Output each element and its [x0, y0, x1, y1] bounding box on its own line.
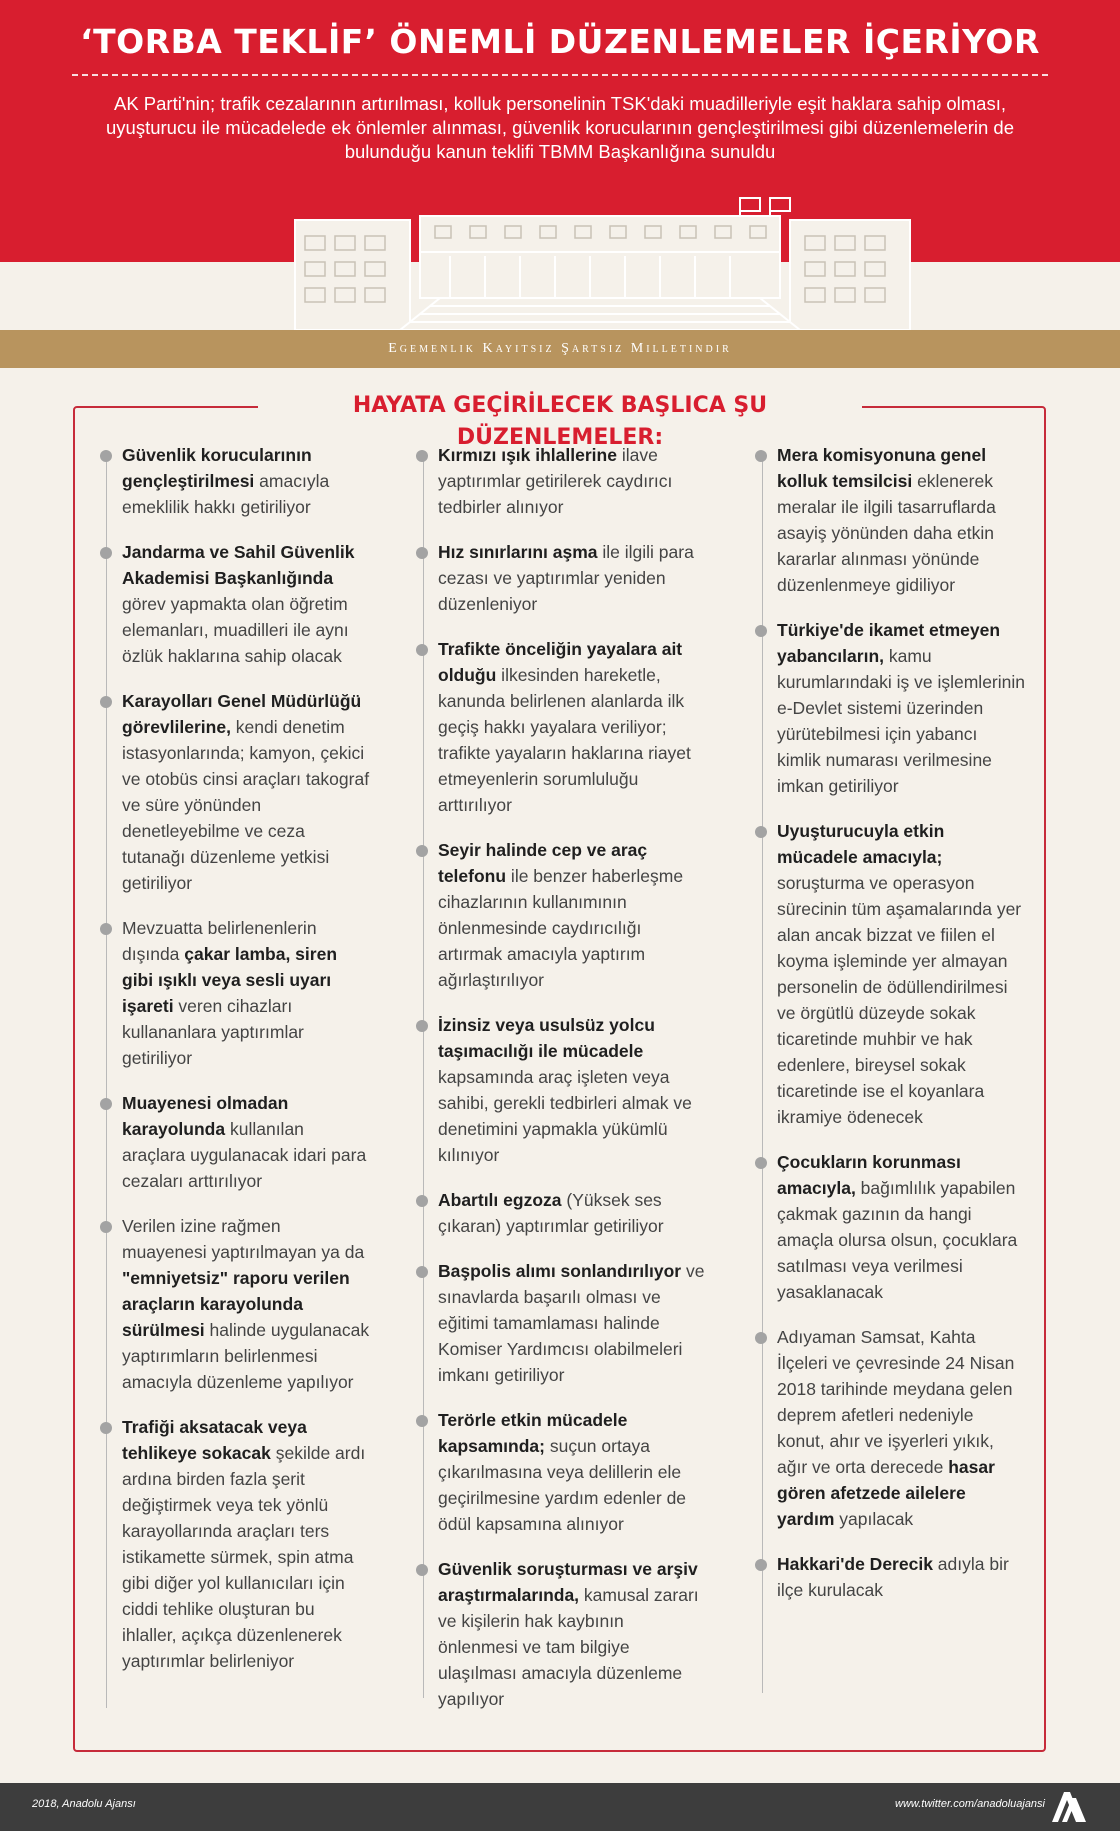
motto-text: Egemenlik Kayıtsız Şartsız Milletindir [388, 341, 732, 356]
bullet-dot-icon [416, 450, 428, 462]
item-text: ile ilgili para cezası ve yaptırımlar yeniden düzenleniyor [438, 542, 694, 614]
item-highlight: Muayenesi olmadan karayolunda [122, 1093, 289, 1139]
list-item [100, 1090, 370, 1194]
list-item [755, 442, 1025, 598]
item-highlight: çakar lamba, siren gibi ışıklı veya sesli uyarı işareti [122, 944, 338, 1016]
list-item [755, 1551, 1025, 1603]
item-highlight: Trafikte önceliğin yayalara ait olduğu [438, 639, 683, 685]
column-3 [755, 442, 1025, 1622]
item-highlight: Jandarma ve Sahil Güvenlik Akademisi Başkanlığında [122, 542, 355, 588]
bullet-dot-icon [416, 1195, 428, 1207]
list-item [100, 688, 370, 896]
item-text: şekilde ardı ardına birden fazla şerit değiştirmek veya tek yönlü karayollarında araçları ters istikamette sürmek, spin atma gibi diğer yol kullanıcıları için ciddi tehlike oluşturan bu ihlaller, açıkça düzenlenerek yaptırımlar belirleniyor [122, 1443, 366, 1671]
item-highlight: "emniyetsiz" raporu verilen araçların karayolunda sürülmesi [122, 1268, 350, 1340]
page-title: ‘TORBA TEKLİF’ ÖNEMLİ DÜZENLEMELER İÇERİYOR [80, 22, 1040, 61]
bullet-dot-icon [100, 547, 112, 559]
footer-credit: 2018, Anadolu Ajansı [32, 1798, 136, 1810]
item-highlight: Abartılı egzoza [438, 1190, 562, 1210]
intro-text: AK Parti'nin; trafik cezalarının artırılması, kolluk personelinin TSK'daki muadilleriyle eşit haklara sahip olması, uyuşturucu ile mücadelede ek önlemler alınması, güvenlik korucularının gençleştirilmesi gibi düzenlemelerin de bulunduğu kanun teklifi TBMM Başkanlığına sunuldu [106, 93, 1014, 162]
bullet-dot-icon [416, 1415, 428, 1427]
item-text: adıyla bir ilçe kurulacak [777, 1554, 1009, 1600]
bullet-dot-icon [755, 826, 767, 838]
item-text: halinde uygulanacak yaptırımların belirlenmesi amacıyla düzenleme yapılıyor [122, 1320, 370, 1392]
item-text: bağımlılık yapabilen çakmak gazının da hangi amaçla olursa olsun, çocuklara satılması veya verilmesi yasaklanacak [777, 1178, 1018, 1302]
item-text: yapılacak [834, 1509, 914, 1529]
list-item [100, 1213, 370, 1395]
column-2 [416, 442, 706, 1731]
bullet-dot-icon [755, 450, 767, 462]
item-highlight: Mera komisyonuna genel kolluk temsilcisi [777, 445, 987, 491]
anadolu-agency-logo-icon [1048, 1788, 1088, 1824]
item-highlight: Çocukların korunması amacıyla, [777, 1152, 961, 1198]
list-item [416, 1407, 706, 1537]
item-highlight: İzinsiz veya usulsüz yolcu taşımacılığı ile mücadele [438, 1015, 655, 1061]
item-text: görev yapmakta olan öğretim elemanları, muadilleri ile aynı özlük haklarına sahip olacak [122, 594, 349, 666]
bullet-dot-icon [100, 1098, 112, 1110]
item-highlight: Hakkari'de Derecik [777, 1554, 933, 1574]
list-item [416, 1556, 706, 1712]
list-item [416, 442, 706, 520]
list-item [100, 539, 370, 669]
bullet-dot-icon [416, 547, 428, 559]
item-text: Verilen izine rağmen muayenesi yaptırılmayan ya da [122, 1216, 365, 1262]
title-divider [72, 74, 1048, 76]
bullet-dot-icon [416, 644, 428, 656]
bullet-dot-icon [100, 1422, 112, 1434]
list-item [755, 1149, 1025, 1305]
bullet-dot-icon [755, 1332, 767, 1344]
item-highlight: Trafiği aksatacak veya tehlikeye sokacak [122, 1417, 307, 1463]
item-text: ilave yaptırımlar getirilerek caydırıcı tedbirler alınıyor [438, 445, 673, 517]
bullet-dot-icon [416, 845, 428, 857]
item-highlight: Uyuşturucuyla etkin mücadele amacıyla; [777, 821, 945, 867]
bullet-dot-icon [755, 1157, 767, 1169]
item-highlight: Türkiye'de ikamet etmeyen yabancıların, [777, 620, 1001, 666]
item-highlight: Seyir halinde cep ve araç telefonu [438, 840, 648, 886]
item-highlight: Kırmızı ışık ihlallerine [438, 445, 617, 465]
item-highlight: Terörle etkin mücadele kapsamında; [438, 1410, 628, 1456]
item-highlight: Güvenlik korucularının gençleştirilmesi [122, 445, 312, 491]
bullet-dot-icon [100, 923, 112, 935]
item-text: soruşturma ve operasyon sürecinin tüm aşamalarında yer alan ancak bizzat ve fiilen el koyma işleminde yer almayan personelin de ödüllendirilmesi ve örgütlü düzeyde sokak ticaretinde muhbir ve hak edenlere, bireysel sokak ticaretinde ise el koyanlara ikramiye ödenecek [777, 873, 1022, 1127]
item-highlight: Başpolis alımı sonlandırılıyor [438, 1261, 682, 1281]
bullet-dot-icon [416, 1564, 428, 1576]
bullet-dot-icon [100, 1221, 112, 1233]
item-highlight: Karayolları Genel Müdürlüğü görevlilerine, [122, 691, 362, 737]
list-item [416, 1187, 706, 1239]
list-item [416, 837, 706, 993]
section-title: HAYATA GEÇİRİLECEK BAŞLICA ŞU DÜZENLEMELER: [258, 390, 862, 422]
list-item [100, 1414, 370, 1674]
item-text: ile benzer haberleşme cihazlarının kullanımının önlenmesinde caydırıcılığı artırmak amacıyla yaptırım ağırlaştırılıyor [438, 866, 684, 990]
item-text: amacıyla emeklilik hakkı getiriliyor [122, 471, 330, 517]
item-text: Adıyaman Samsat, Kahta İlçeleri ve çevresinde 24 Nisan 2018 tarihinde meydana gelen deprem afetleri nedeniyle konut, ahır ve işyerleri yıkık, ağır ve orta derecede [777, 1327, 1015, 1477]
list-item [416, 636, 706, 818]
list-item [755, 1324, 1025, 1532]
list-item [416, 1012, 706, 1168]
item-text: kamusal zararı ve kişilerin hak kaybının önlenmesi ve tam bilgiye ulaşılması amacıyla düzenleme yapılıyor [438, 1585, 699, 1709]
item-text: kapsamında araç işleten veya sahibi, gerekli tedbirleri almak ve denetimini yapmakla yükümlü kılınıyor [438, 1067, 692, 1165]
item-text: kendi denetim istasyonlarında; kamyon, çekici ve otobüs cinsi araçları takograf ve süre yönünden denetleyebilme ve ceza tutanağı düzenleme yetkisi getiriliyor [122, 717, 370, 893]
item-text: (Yüksek ses çıkaran) yaptırımlar getiriliyor [438, 1190, 664, 1236]
parliament-building-icon [290, 196, 1120, 332]
bullet-dot-icon [416, 1266, 428, 1278]
item-text: veren cihazları kullananlara yaptırımlar getiriliyor [122, 996, 304, 1068]
list-item [416, 539, 706, 617]
item-text: suçun ortaya çıkarılmasına veya delillerin ele geçirilmesine yardım edenler de ödül kapsamına alınıyor [438, 1436, 687, 1534]
bullet-dot-icon [755, 1559, 767, 1571]
list-item [100, 442, 370, 520]
list-item [100, 915, 370, 1071]
item-highlight: hasar gören afetzede ailelere yardım [777, 1457, 995, 1529]
item-text: kullanılan araçlara uygulanacak idari para cezaları arttırılıyor [122, 1119, 367, 1191]
item-highlight: Güvenlik soruşturması ve arşiv araştırmalarında, [438, 1559, 698, 1605]
item-highlight: Hız sınırlarını aşma [438, 542, 598, 562]
item-text: kamu kurumlarındaki iş ve işlemlerinin e-Devlet sistemi üzerinden yürütebilmesi için yabancı kimlik numarası verilmesine imkan getiriliyor [777, 646, 1025, 796]
bullet-dot-icon [100, 450, 112, 462]
bullet-dot-icon [755, 625, 767, 637]
bullet-dot-icon [100, 696, 112, 708]
item-text: eklenerek meralar ile ilgili tasarruflarda asayiş yönünden daha etkin kararlar alınması yönünde düzenlenmeye gidiliyor [777, 471, 996, 595]
column-1 [100, 442, 370, 1693]
list-item [755, 818, 1025, 1130]
list-item [755, 617, 1025, 799]
bullet-dot-icon [416, 1020, 428, 1032]
item-text: ve sınavlarda başarılı olması ve eğitimi tamamlaması halinde Komiser Yardımcısı olabilmeleri imkanı getiriliyor [438, 1261, 705, 1385]
footer-twitter-link[interactable]: www.twitter.com/anadoluajansi [895, 1798, 1045, 1810]
item-text: Mevzuatta belirlenenlerin dışında [122, 918, 317, 964]
list-item [416, 1258, 706, 1388]
item-text: ilkesinden hareketle, kanunda belirlenen alanlarda ilk geçiş hakkı yayalara veriliyor; trafikte yayaların haklarına riayet etmeyenlerin sorumluluğu arttırılıyor [438, 665, 691, 815]
